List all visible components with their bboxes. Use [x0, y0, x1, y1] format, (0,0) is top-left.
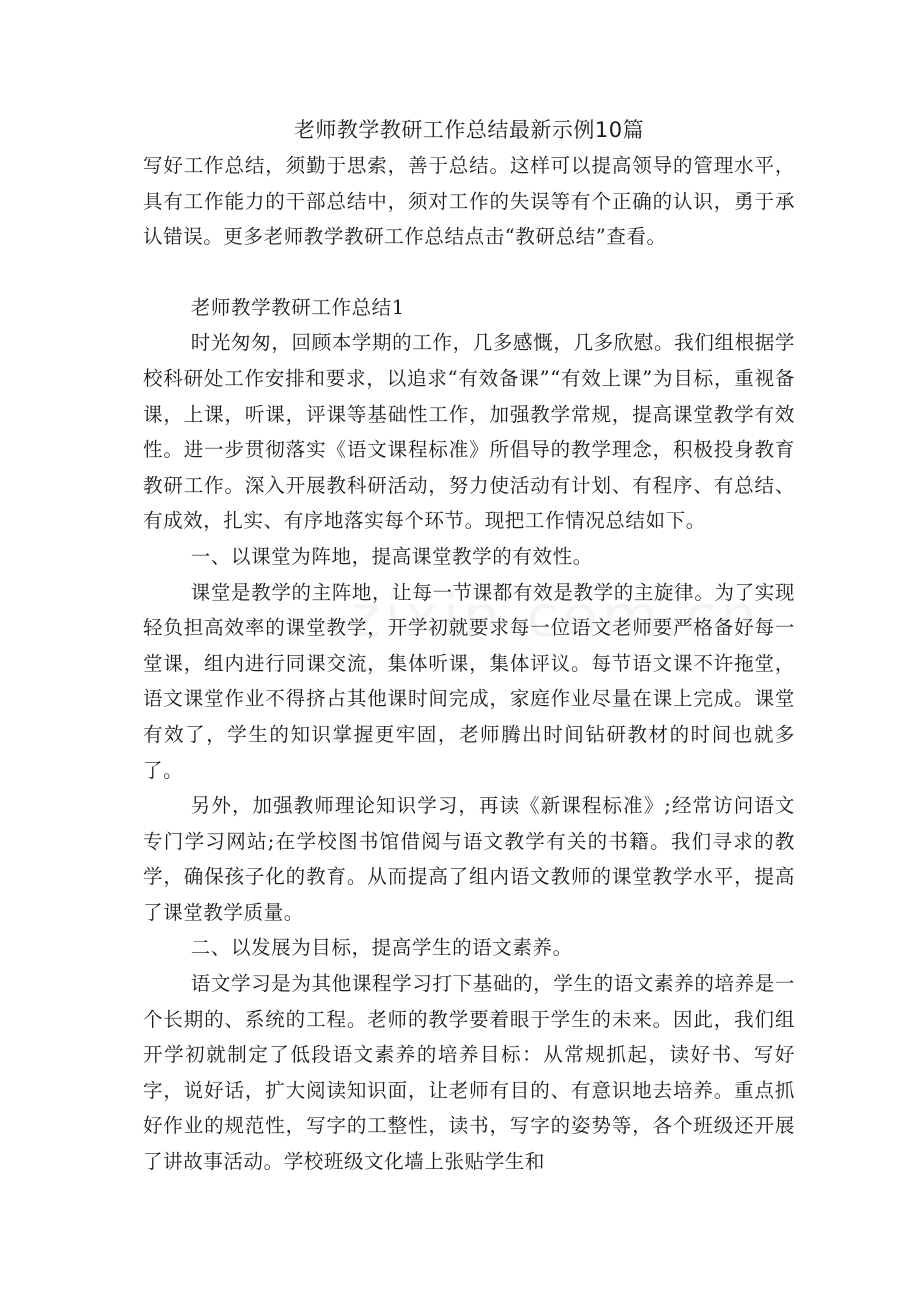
document-title: 老师教学教研工作总结最新示例10篇 [293, 118, 645, 142]
body-paragraph: 语文学习是为其他课程学习打下基础的，学生的语文素养的培养是一个长期的、系统的工程。老师的教学要着眼于学生的未来。因此，我们组开学初就制定了低段语文素养的培养目标：从常规抓起，读好书、写好字，说好话，扩大阅读知识面，让老师有目的、有意识地去培养。重点抓好作业的规范性，写字的工整性，读书，写字的姿势等，各个班级还开展了讲故事活动。学校班级文化墙上张贴学生和 [143, 972, 795, 1174]
section-heading: 老师教学教研工作总结1 [190, 295, 405, 319]
document-page [143, 112, 795, 1180]
body-paragraph: 时光匆匆，回顾本学期的工作，几多感慨，几多欣慰。我们组根据学校科研处工作安排和要求，以追求“有效备课”“有效上课”为目标，重视备课，上课，听课，评课等基础性工作，加强教学常规，提高课堂教学有效性。进一步贯彻落实《语文课程标准》所倡导的教学理念，积极投身教育教研工作。深入开展教科研活动，努力使活动有计划、有程序、有总结、有成效，扎实、有序地落实每个环节。现把工作情况总结如下。 [143, 331, 795, 533]
body-paragraph: 另外，加强教师理论知识学习，再读《新课程标准》;经常访问语文专门学习网站;在学校图书馆借阅与语文教学有关的书籍。我们寻求的教学，确保孩子化的教育。从而提高了组内语文教师的课堂教学水平，提高了课堂教学质量。 [143, 794, 795, 924]
subheading-1: 一、以课堂为阵地，提高课堂教学的有效性。 [190, 544, 593, 568]
intro-paragraph: 写好工作总结，须勤于思索，善于总结。这样可以提高领导的管理水平，具有工作能力的干部总结中，须对工作的失误等有个正确的认识，勇于承认错误。更多老师教学教研工作总结点击“教研总结”查看。 [143, 154, 795, 249]
subheading-2: 二、以发展为目标，提高学生的语文素养。 [190, 936, 573, 960]
body-paragraph: 课堂是教学的主阵地，让每一节课都有效是教学的主旋律。为了实现轻负担高效率的课堂教学，开学初就要求每一位语文老师要严格备好每一堂课，组内进行同课交流，集体听课，集体评议。每节语文课不许拖堂，语文课堂作业不得挤占其他课时间完成，家庭作业尽量在课上完成。课堂有效了，学生的知识掌握更牢固，老师腾出时间钻研教材的时间也就多了。 [143, 580, 795, 782]
